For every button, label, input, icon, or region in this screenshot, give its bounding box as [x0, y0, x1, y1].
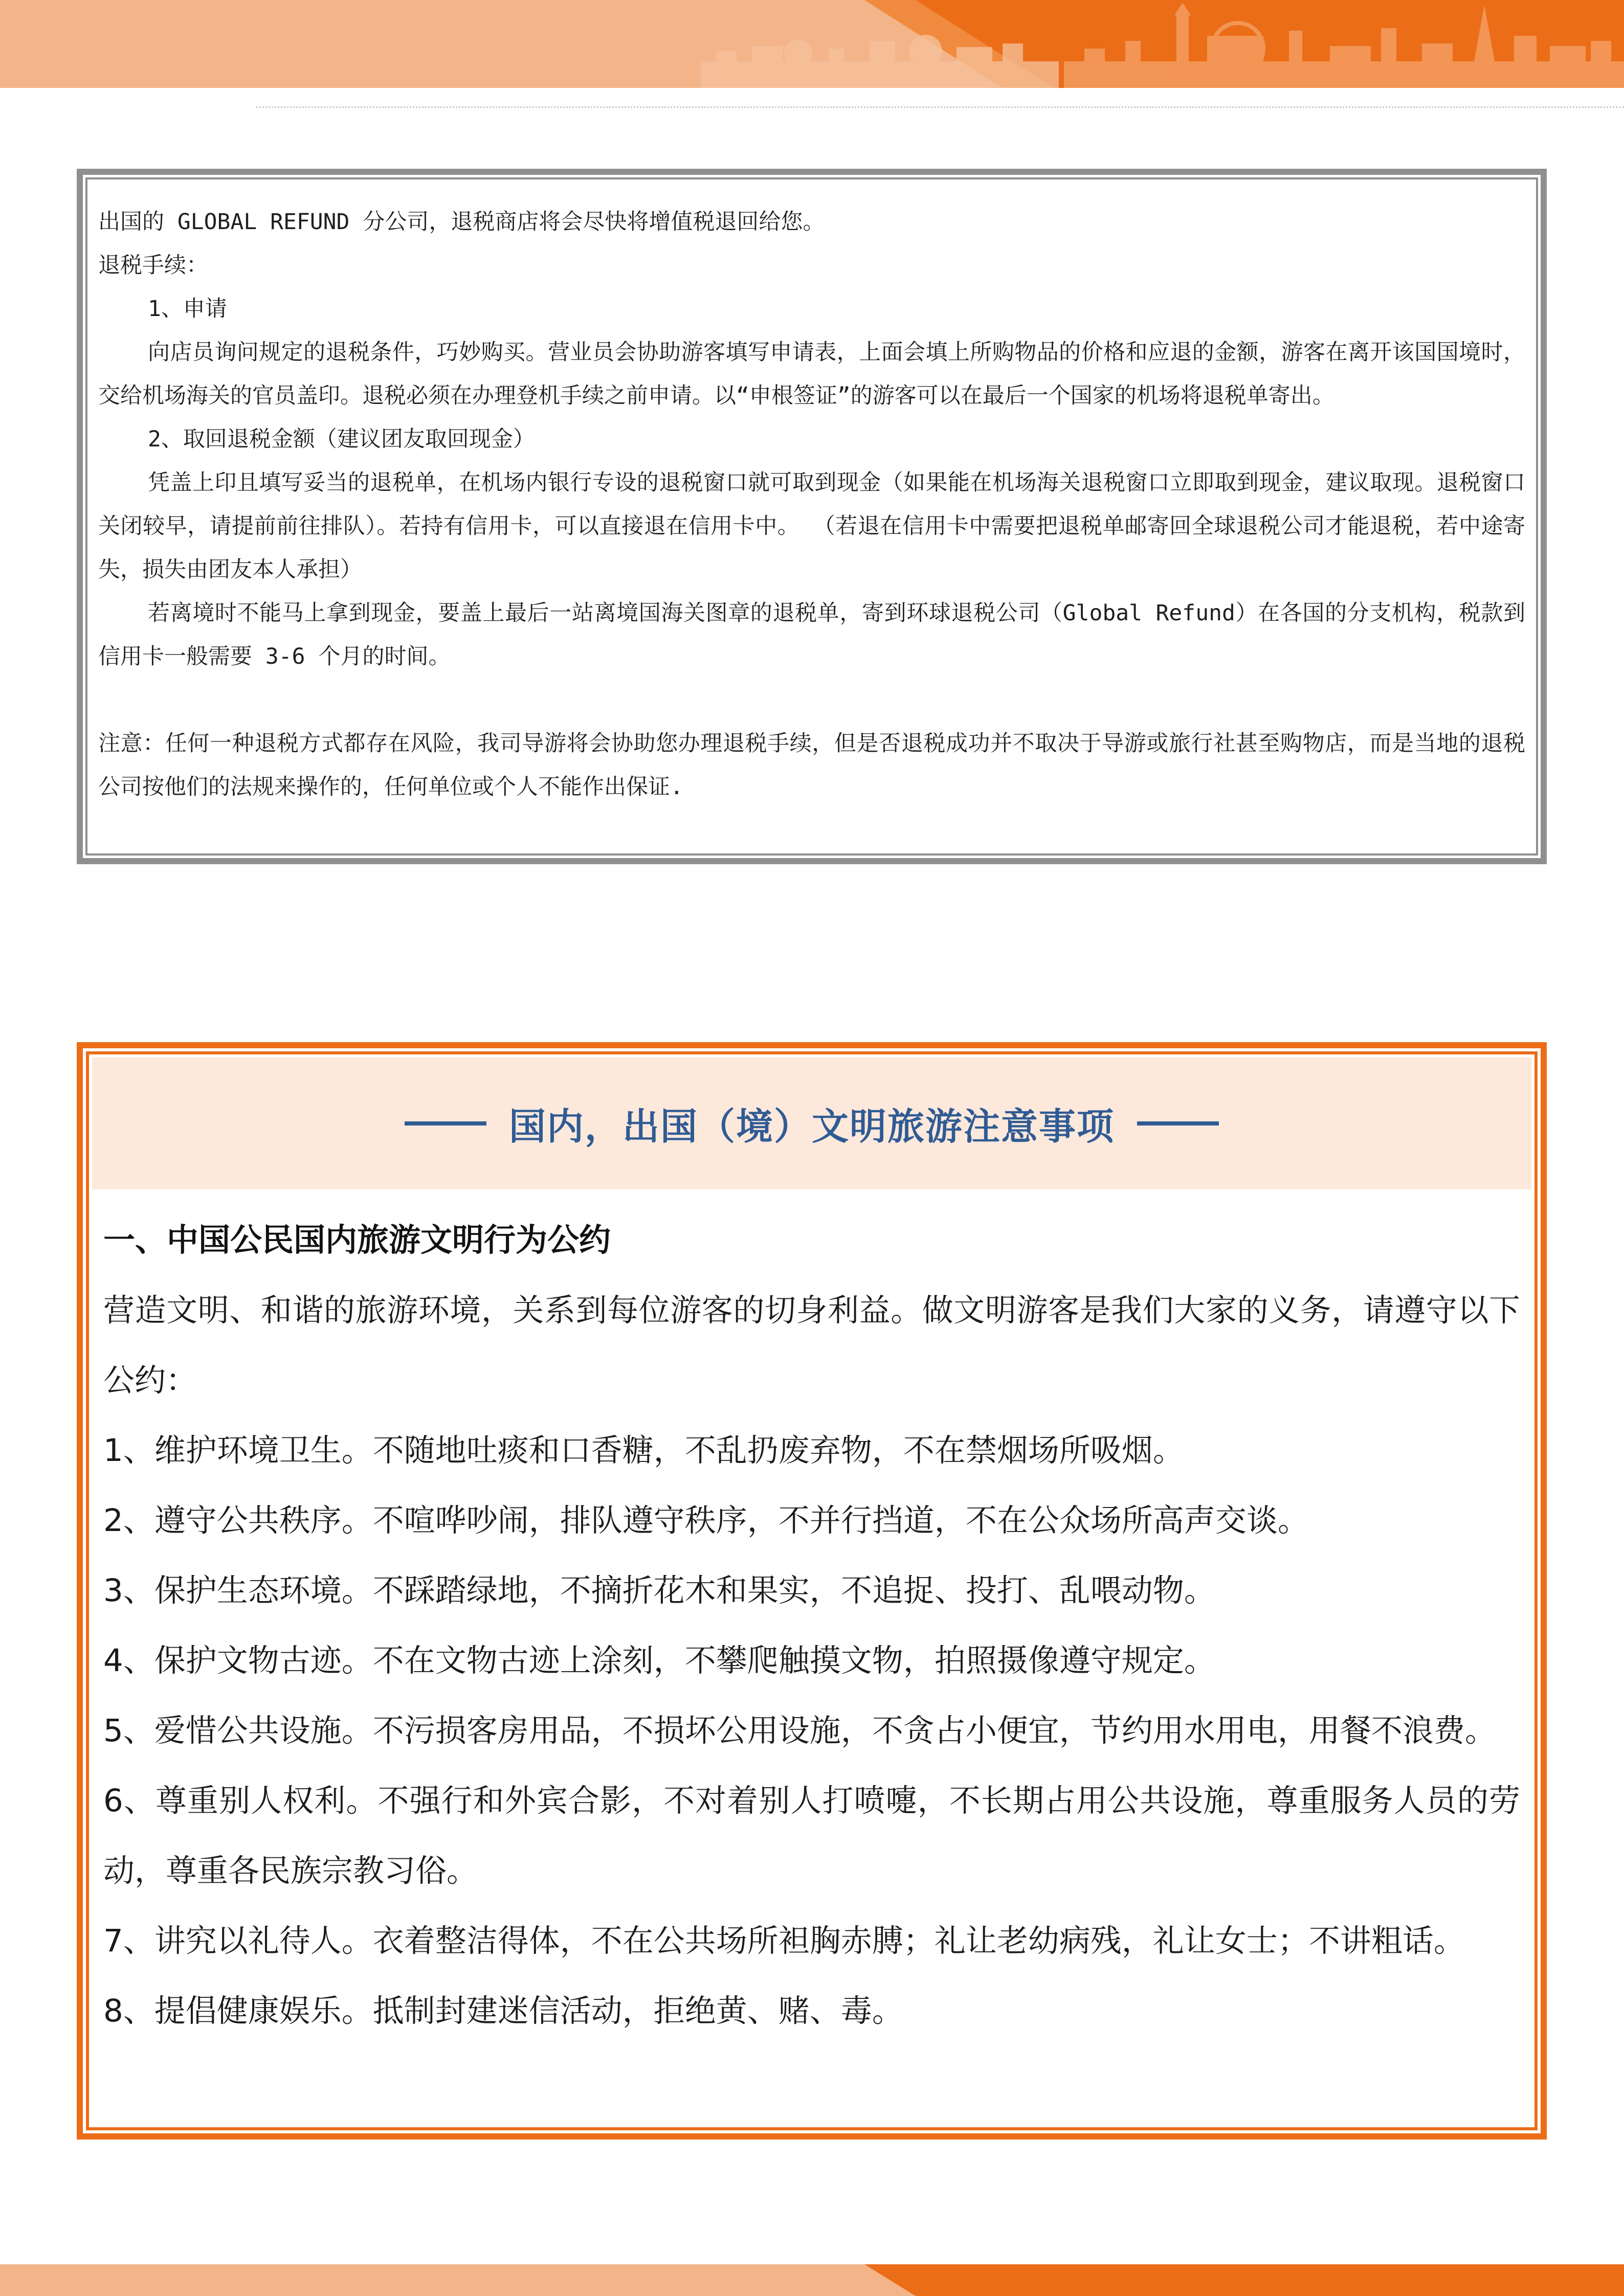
- tax-refund-text: [98, 200, 1525, 809]
- title-dash-left: [405, 1121, 486, 1126]
- section-intro: 营造文明、和谐的旅游环境，关系到每位游客的切身利益。做文明游客是我们大家的义务，请遵守以下公约：: [103, 1292, 1520, 1399]
- refund-step-2-extra: 若离境时不能马上拿到现金，要盖上最后一站离境国海关图章的退税单，寄到环球退税公司（Global Refund）在各国的分支机构，税款到信用卡一般需要 3-6 个月的时间。: [98, 600, 1525, 669]
- convention-item: 8、提倡健康娱乐。抵制封建迷信活动，拒绝黄、赌、毒。: [103, 1993, 903, 2029]
- convention-item: 7、讲究以礼待人。衣着整洁得体，不在公共场所袒胸赤膊；礼让老幼病残，礼让女士；不讲粗话。: [103, 1923, 1465, 1959]
- refund-line: 出国的 GLOBAL REFUND 分公司，退税商店将会尽快将增值税退回给您。: [98, 209, 825, 235]
- refund-steps-label: 退税手续：: [98, 253, 208, 278]
- civilized-travel-box: [77, 1042, 1547, 2140]
- tax-refund-box: [77, 169, 1547, 864]
- header-divider: [256, 106, 1624, 108]
- travel-title-bar: [92, 1057, 1531, 1189]
- section-heading: 一、中国公民国内旅游文明行为公约: [103, 1221, 611, 1258]
- footer-banner: [0, 2264, 1624, 2296]
- footer-graphic: [0, 2264, 1624, 2296]
- travel-content: [103, 1207, 1520, 2046]
- convention-item: 2、遵守公共秩序。不喧哗吵闹，排队遵守秩序，不并行挡道，不在公众场所高声交谈。: [103, 1502, 1309, 1539]
- title-dash-right: [1137, 1121, 1219, 1126]
- refund-step-1-body: 向店员询问规定的退税条件，巧妙购买。营业员会协助游客填写申请表，上面会填上所购物品的价格和应退的金额，游客在离开该国国境时，交给机场海关的官员盖印。退税必须在办理登机手续之前申请。以“申根签证”的游客可以在最后一个国家的机场将退税单寄出。: [98, 340, 1525, 409]
- header-banner: [0, 0, 1624, 88]
- travel-title: 国内，出国（境）文明旅游注意事项: [508, 1105, 1115, 1148]
- refund-step-2-body: 凭盖上印且填写妥当的退税单，在机场内银行专设的退税窗口就可取到现金（如果能在机场海关退税窗口立即取到现金，建议取现。退税窗口关闭较早，请提前前往排队）。若持有信用卡，可以直接退在信用卡中。 （若退在信用卡中需要把退税单邮寄回全球退税公司才能退税，若中途寄失，损失由团友本人承担）: [98, 470, 1525, 582]
- convention-item: 5、爱惜公共设施。不污损客房用品，不损坏公用设施，不贪占小便宜，节约用水用电，用餐不浪费。: [103, 1713, 1496, 1749]
- convention-item: 3、保护生态环境。不踩踏绿地，不摘折花木和果实，不追捉、投打、乱喂动物。: [103, 1572, 1215, 1609]
- convention-item: 4、保护文物古迹。不在文物古迹上涂刻，不攀爬触摸文物，拍照摄像遵守规定。: [103, 1642, 1215, 1679]
- city-skyline-graphic: [0, 0, 1624, 88]
- convention-item: 1、维护环境卫生。不随地吐痰和口香糖，不乱扔废弃物，不在禁烟场所吸烟。: [103, 1432, 1184, 1469]
- refund-notice: 注意：任何一种退税方式都存在风险，我司导游将会协助您办理退税手续，但是否退税成功并不取决于导游或旅行社甚至购物店，而是当地的退税公司按他们的法规来操作的，任何单位或个人不能作出保证.: [98, 731, 1525, 800]
- refund-step-2-title: 2、取回退税金额（建议团友取回现金）: [148, 426, 535, 452]
- convention-item: 6、尊重别人权利。不强行和外宾合影，不对着别人打喷嚏，不长期占用公共设施，尊重服务人员的劳动，尊重各民族宗教习俗。: [103, 1783, 1520, 1889]
- refund-step-1-title: 1、申请: [148, 296, 227, 322]
